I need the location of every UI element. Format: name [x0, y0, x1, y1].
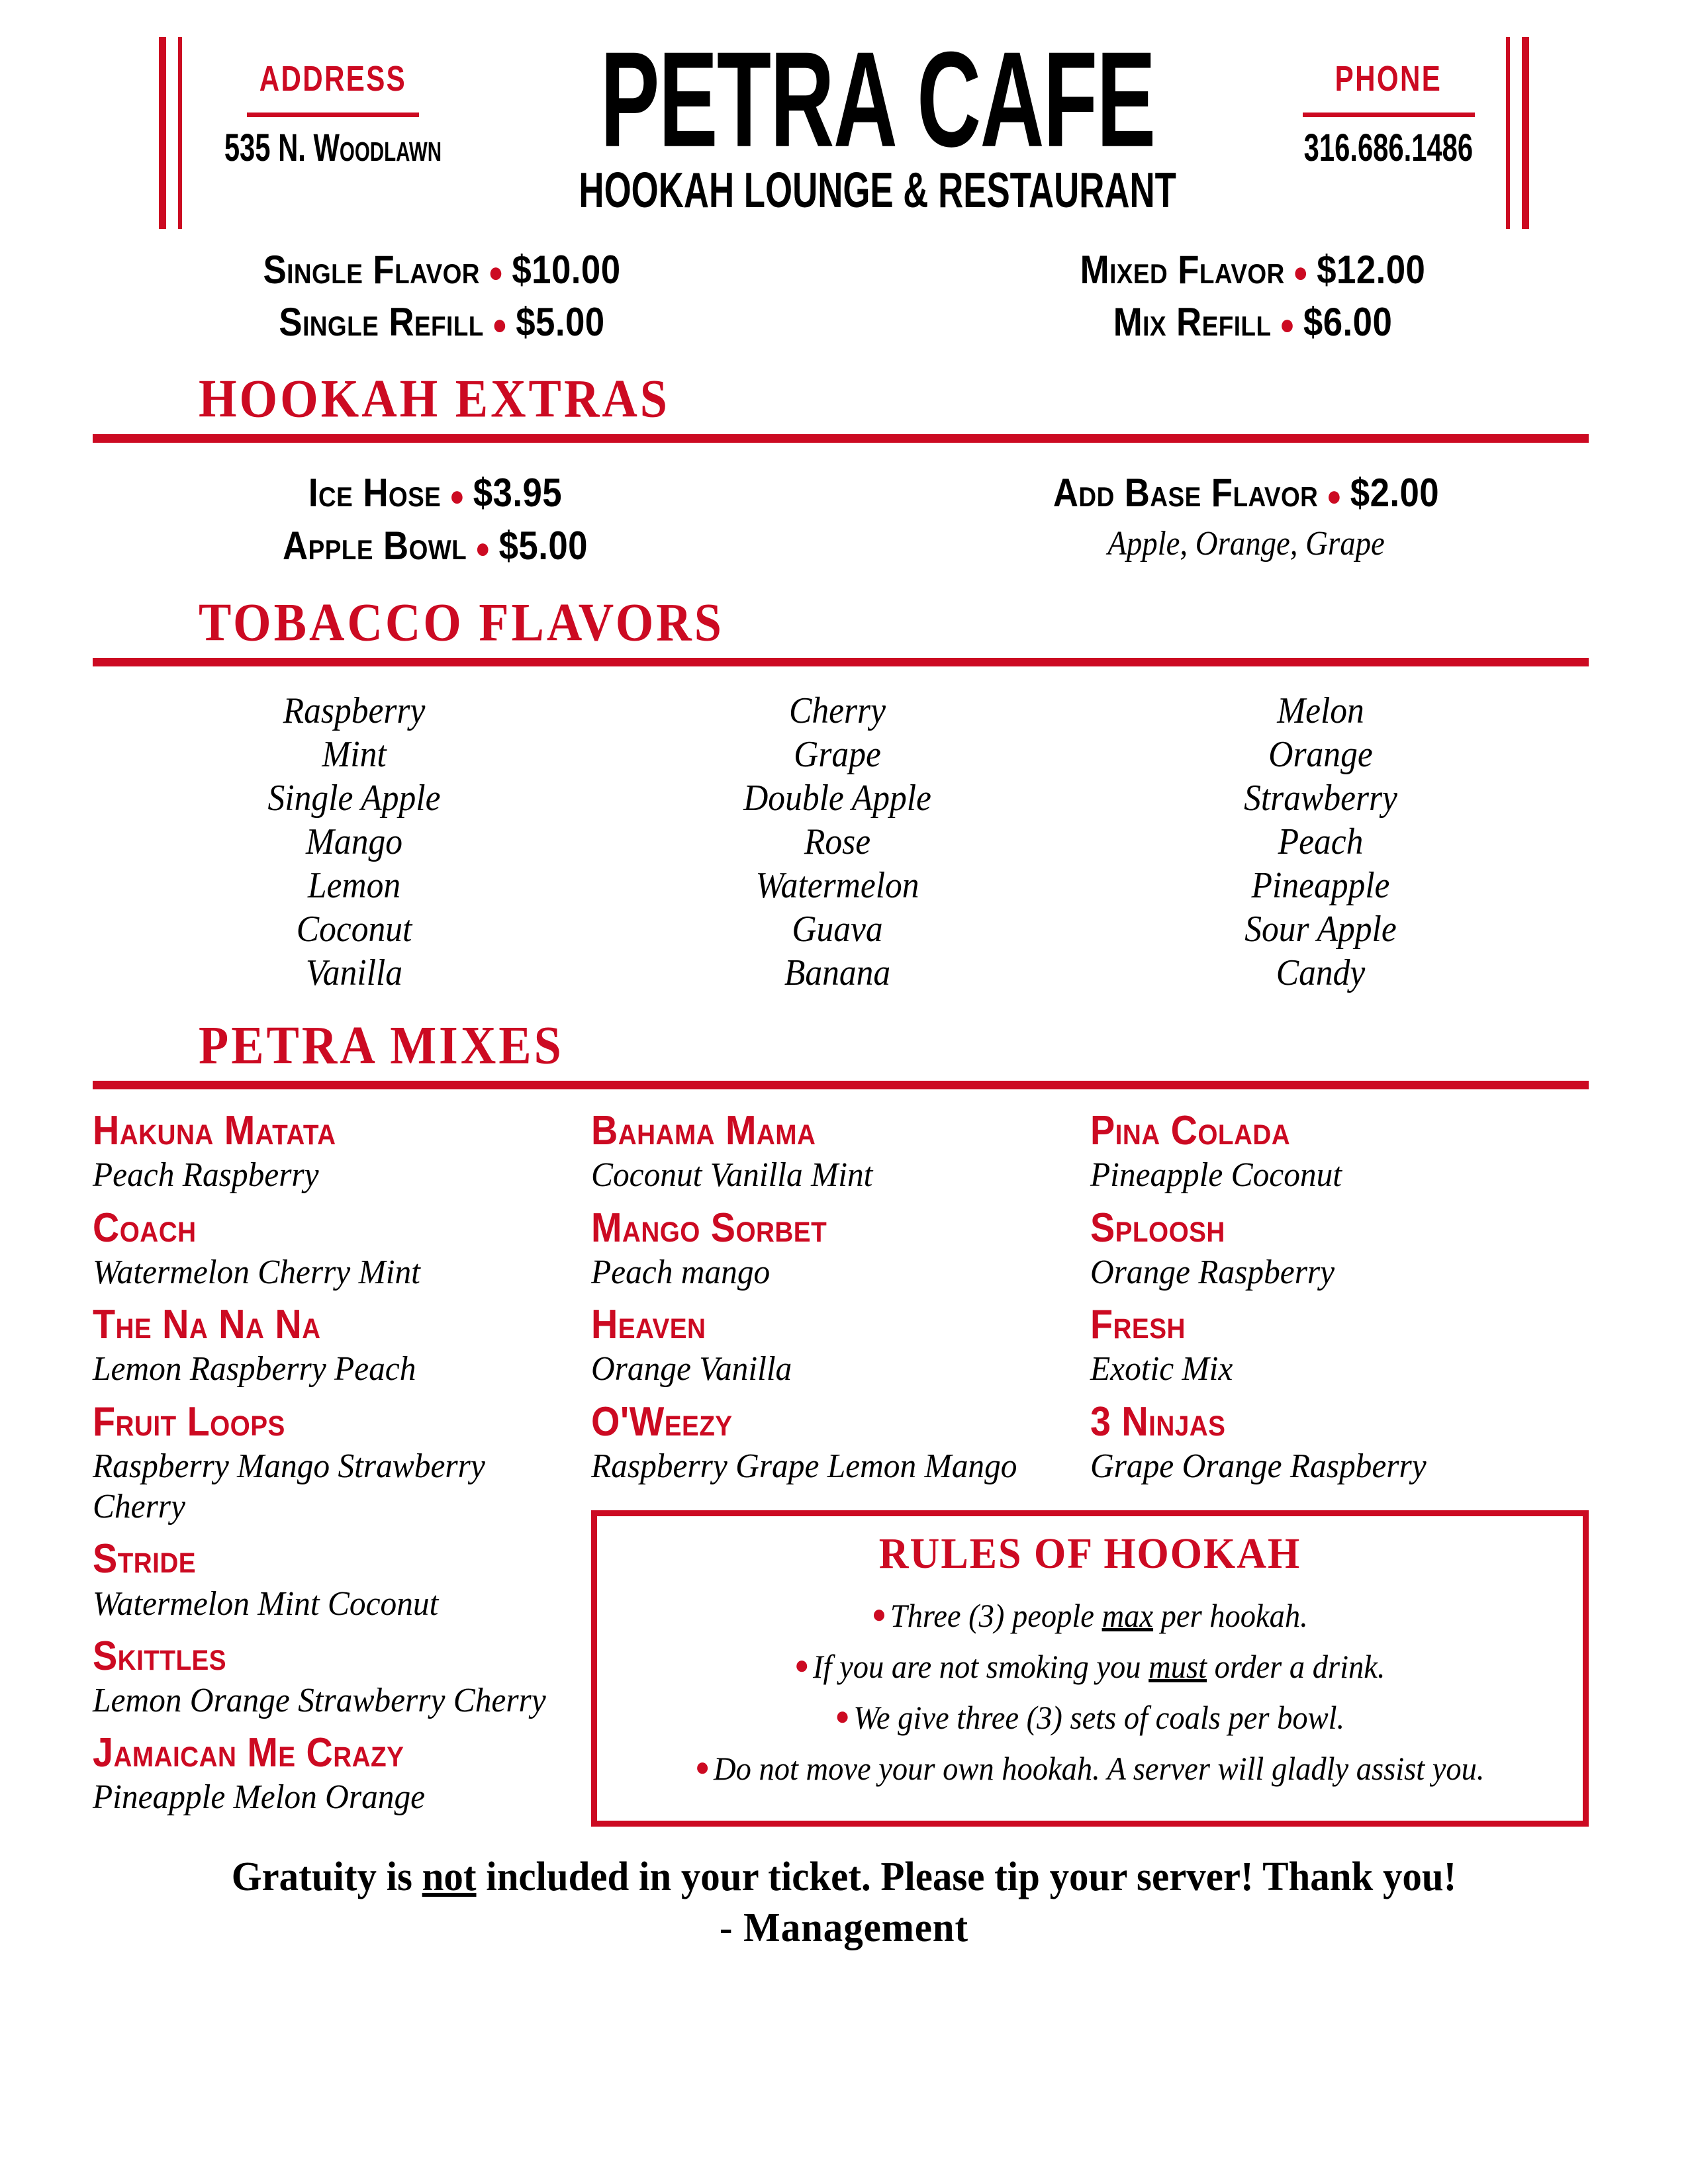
flavor-item: Mint: [322, 733, 387, 775]
rule-item: [650, 1645, 1530, 1688]
header-right-rule-bars: [1506, 37, 1529, 229]
section-title-tobacco-flavors: TOBACCO FLAVORS: [199, 592, 724, 653]
price-label: Single Flavor: [263, 248, 480, 292]
address-value: 535 N. Woodlawn: [224, 126, 442, 169]
mix-description: Peach Raspberry: [93, 1156, 319, 1195]
extras-label: Ice Hose: [308, 471, 442, 516]
rule-item: [650, 1594, 1530, 1637]
flavor-item: Raspberry: [283, 690, 426, 731]
flavor-item: Coconut: [296, 909, 412, 950]
mix-description: Orange Vanilla: [591, 1350, 792, 1388]
extras-value: $2.00: [1350, 471, 1440, 516]
mix-name: Stride: [93, 1536, 197, 1582]
rule-text-emphasis: max: [1102, 1597, 1154, 1635]
page-title: PETRA CAFE: [600, 23, 1155, 175]
bullet-icon: ●: [449, 479, 465, 512]
mix-name: O'Weezy: [591, 1398, 733, 1445]
rule-text-pre: Three (3) people: [890, 1597, 1102, 1635]
header-bar-thick-right: [1522, 37, 1529, 229]
mix-name: Coach: [93, 1205, 197, 1251]
phone-block: [1271, 37, 1506, 167]
flavor-column-2: [596, 689, 1079, 995]
gratuity-emphasis: not: [422, 1854, 477, 1900]
section-divider: [93, 1081, 1589, 1089]
mix-description: Exotic Mix: [1090, 1350, 1233, 1388]
flavor-item: Candy: [1276, 952, 1366, 994]
mix-description: Orange Raspberry: [1090, 1253, 1335, 1291]
flavor-item: Double Apple: [743, 777, 931, 819]
flavor-item: Peach: [1278, 821, 1364, 862]
mix-description: Watermelon Cherry Mint: [93, 1253, 420, 1291]
extras-column-left: [0, 467, 844, 571]
flavor-item: Vanilla: [306, 952, 402, 994]
section-title-petra-mixes: PETRA MIXES: [199, 1016, 564, 1076]
price-value: $5.00: [516, 300, 605, 345]
extras-label: Apple Bowl: [283, 523, 467, 568]
mix-name: 3 Ninjas: [1090, 1398, 1225, 1445]
mix-description: Lemon Raspberry Peach: [93, 1350, 416, 1388]
base-flavor-note: Apple, Orange, Grape: [1107, 524, 1385, 563]
price-value: $12.00: [1317, 248, 1426, 292]
price-value: $10.00: [512, 248, 621, 292]
extras-row: [75, 467, 795, 519]
phone-underline: [1303, 113, 1475, 117]
address-label: ADDRESS: [259, 59, 407, 99]
flavor-item: Watermelon: [755, 865, 919, 907]
phone-value: 316.686.1486: [1303, 126, 1474, 169]
gratuity-notice: [118, 1853, 1571, 1901]
phone-label: PHONE: [1335, 59, 1442, 99]
pricing-column-right: [844, 244, 1688, 348]
price-label: Mix Refill: [1113, 300, 1272, 345]
flavor-item: Sour Apple: [1244, 909, 1397, 950]
brand-tagline: HOOKAH LOUNGE & RESTAURANT: [579, 161, 1176, 218]
bullet-icon: ●: [488, 256, 504, 289]
section-divider: [93, 434, 1589, 443]
price-value: $6.00: [1303, 300, 1393, 345]
address-block: [182, 37, 484, 167]
rules-of-hookah-box: [591, 1510, 1589, 1827]
mix-name: Fresh: [1090, 1302, 1186, 1348]
bullet-icon: ●: [695, 1752, 710, 1782]
extras-value: $5.00: [498, 523, 588, 568]
rules-title: RULES OF HOOKAH: [878, 1530, 1301, 1578]
header-left-rule-bars: [159, 37, 182, 229]
flavor-item: Strawberry: [1244, 777, 1397, 819]
mix-name: Pina Colada: [1090, 1108, 1290, 1154]
mix-name: Jamaican Me Crazy: [93, 1730, 404, 1776]
mix-name: Mango Sorbet: [591, 1205, 827, 1251]
rule-item: [650, 1696, 1530, 1739]
mix-description: Watermelon Mint Coconut: [93, 1584, 439, 1623]
section-divider: [93, 658, 1589, 666]
rule-text-emphasis: must: [1149, 1648, 1207, 1686]
hookah-extras: [0, 443, 1688, 571]
mix-description: Coconut Vanilla Mint: [591, 1156, 873, 1195]
rule-text-pre: Do not move your own hookah. A server will gladly assist you.: [714, 1750, 1485, 1788]
hookah-pricing: [0, 232, 1688, 348]
bullet-icon: ●: [475, 531, 491, 565]
mix-name: Bahama Mama: [591, 1108, 816, 1154]
rule-text-pre: If you are not smoking you: [813, 1648, 1149, 1686]
mix-column-2: [591, 1109, 1090, 1486]
section-title-hookah-extras: HOOKAH EXTRAS: [199, 369, 670, 430]
extras-row: [892, 467, 1600, 519]
flavor-item: Orange: [1268, 733, 1373, 775]
mix-column-3: [1090, 1109, 1589, 1486]
mix-description: Lemon Orange Strawberry Cherry: [93, 1682, 546, 1720]
mix-name: Fruit Loops: [93, 1398, 285, 1445]
mix-name: Heaven: [591, 1302, 706, 1348]
price-label: Single Refill: [279, 300, 484, 345]
mix-name: The Na Na Na: [93, 1302, 321, 1348]
flavor-item: Guava: [792, 909, 883, 950]
extras-row: [75, 520, 795, 572]
price-label: Mixed Flavor: [1080, 248, 1285, 292]
price-row: [88, 296, 796, 348]
extras-value: $3.95: [473, 471, 563, 516]
flavor-column-1: [113, 689, 596, 995]
bullet-icon: ●: [835, 1701, 851, 1731]
mix-column-1: [93, 1109, 591, 1818]
flavor-item: Mango: [306, 821, 402, 862]
mix-description: Raspberry Mango Strawberry Cherry: [93, 1447, 485, 1526]
bullet-icon: ●: [492, 308, 508, 341]
flavor-item: Banana: [784, 952, 891, 994]
flavor-item: Lemon: [307, 865, 401, 907]
bullet-icon: ●: [871, 1599, 887, 1629]
menu-footer: [0, 1827, 1688, 1955]
bullet-icon: ●: [1293, 256, 1309, 289]
flavor-item: Melon: [1277, 690, 1364, 731]
gratuity-pre: Gratuity is: [231, 1854, 422, 1900]
mix-name: Hakuna Matata: [93, 1108, 336, 1154]
price-row: [88, 244, 796, 296]
address-underline: [247, 113, 419, 117]
flavor-item: Grape: [794, 733, 881, 775]
mix-description: Raspberry Grape Lemon Mango: [591, 1447, 1017, 1485]
pricing-column-left: [0, 244, 844, 348]
brand-block: [484, 23, 1271, 218]
header-bar-thick-left: [159, 37, 166, 229]
rule-text-pre: We give three (3) sets of coals per bowl.: [853, 1699, 1345, 1737]
bullet-icon: ●: [1326, 479, 1342, 512]
mix-description: Pineapple Melon Orange: [93, 1778, 426, 1817]
extras-label: Add Base Flavor: [1053, 471, 1319, 516]
tobacco-flavor-list: [0, 666, 1688, 995]
menu-header: [0, 0, 1688, 232]
mix-description: Pineapple Coconut: [1090, 1156, 1342, 1195]
header-bar-thin-right: [1506, 37, 1510, 229]
gratuity-post: included in your ticket. Please tip your server! Thank you!: [476, 1854, 1457, 1900]
flavor-item: Pineapple: [1251, 865, 1390, 907]
mix-name: Sploosh: [1090, 1205, 1225, 1251]
rule-text-post: order a drink.: [1207, 1648, 1385, 1686]
price-row: [893, 244, 1613, 296]
flavor-column-3: [1079, 689, 1562, 995]
mix-description: Grape Orange Raspberry: [1090, 1447, 1427, 1485]
rule-item: [650, 1747, 1530, 1790]
extras-column-right: [844, 467, 1688, 571]
bullet-icon: ●: [1279, 308, 1295, 341]
management-signature: - Management: [719, 1905, 969, 1951]
flavor-item: Single Apple: [267, 777, 441, 819]
mix-description: Peach mango: [591, 1253, 771, 1291]
rule-text-post: per hookah.: [1153, 1597, 1309, 1635]
flavor-item: Cherry: [789, 690, 886, 731]
mix-name: Skittles: [93, 1633, 227, 1679]
bullet-icon: ●: [794, 1650, 810, 1680]
petra-mixes: [0, 1089, 1688, 1827]
flavor-item: Rose: [804, 821, 871, 862]
price-row: [893, 296, 1613, 348]
